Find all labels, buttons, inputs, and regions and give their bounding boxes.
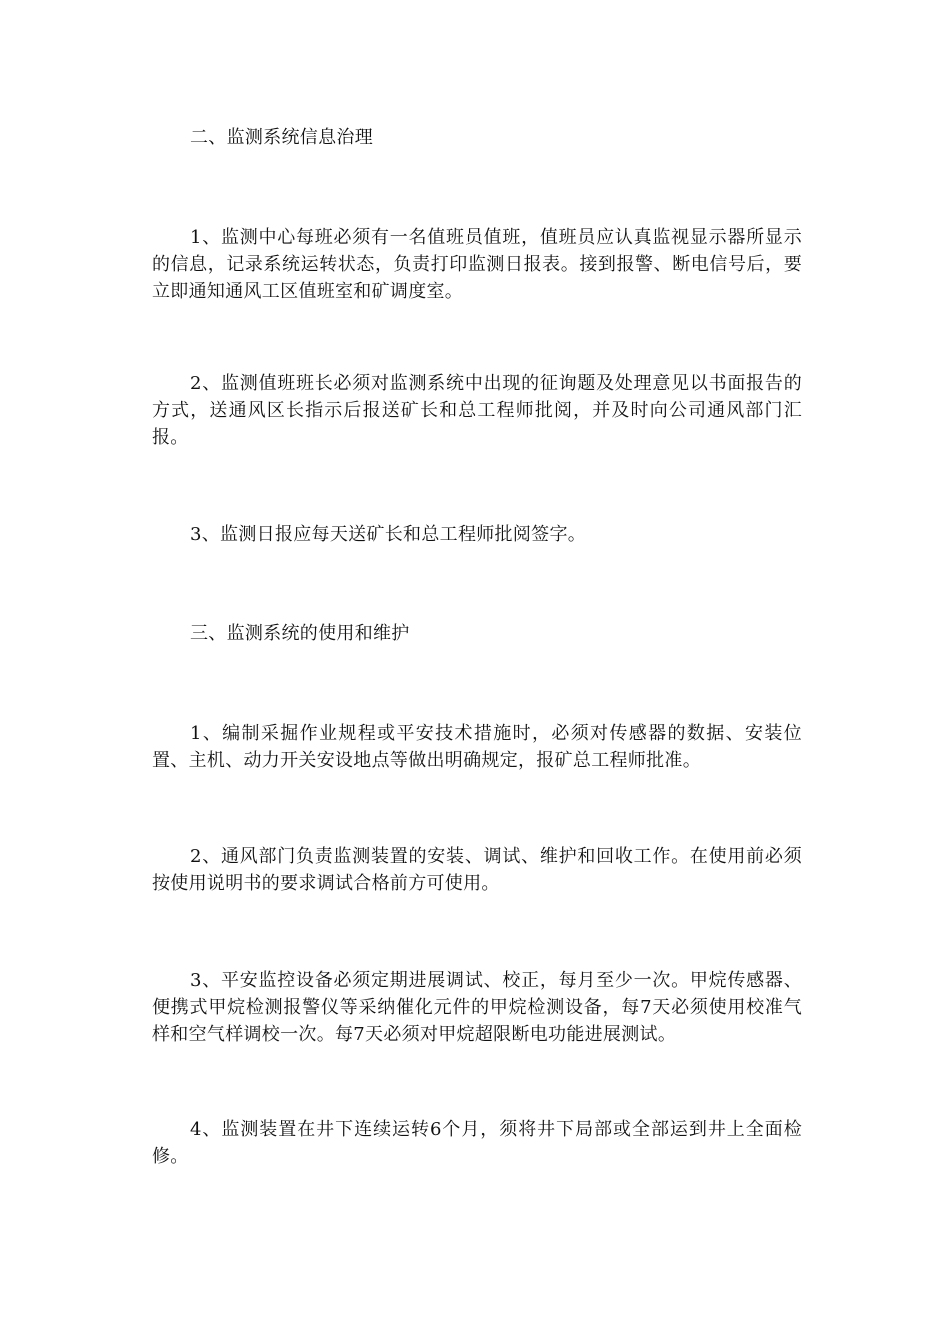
section-heading-3: 三、监测系统的使用和维护: [190, 623, 410, 644]
paragraph-2-2: 2、监测值班班长必须对监测系统中出现的征询题及处理意见以书面报告的方式，送通风区长指示后报送矿长和总工程师批阅，并及时向公司通风部门汇报。: [152, 373, 802, 448]
section-heading-2: 二、监测系统信息治理: [190, 127, 373, 148]
paragraph-3-2: 2、通风部门负责监测装置的安装、调试、维护和回收工作。在使用前必须按使用说明书的要求调试合格前方可使用。: [152, 846, 802, 894]
paragraph-3-1: 1、编制采掘作业规程或平安技术措施时，必须对传感器的数据、安装位置、主机、动力开关安设地点等做出明确规定，报矿总工程师批准。: [152, 723, 802, 771]
paragraph-2-1: 1、监测中心每班必须有一名值班员值班，值班员应认真监视显示器所显示的信息，记录系统运转状态，负责打印监测日报表。接到报警、断电信号后，要立即通知通风工区值班室和矿调度室。: [152, 227, 802, 302]
paragraph-2-3: 3、监测日报应每天送矿长和总工程师批阅签字。: [190, 524, 587, 545]
paragraph-3-3: 3、平安监控设备必须定期进展调试、校正，每月至少一次。甲烷传感器、便携式甲烷检测报警仪等采纳催化元件的甲烷检测设备，每7天必须使用校准气样和空气样调校一次。每7天必须对甲烷超限断电功能进展测试。: [152, 970, 802, 1045]
paragraph-3-4: 4、监测装置在井下连续运转6个月，须将井下局部或全部运到井上全面检修。: [152, 1119, 802, 1167]
